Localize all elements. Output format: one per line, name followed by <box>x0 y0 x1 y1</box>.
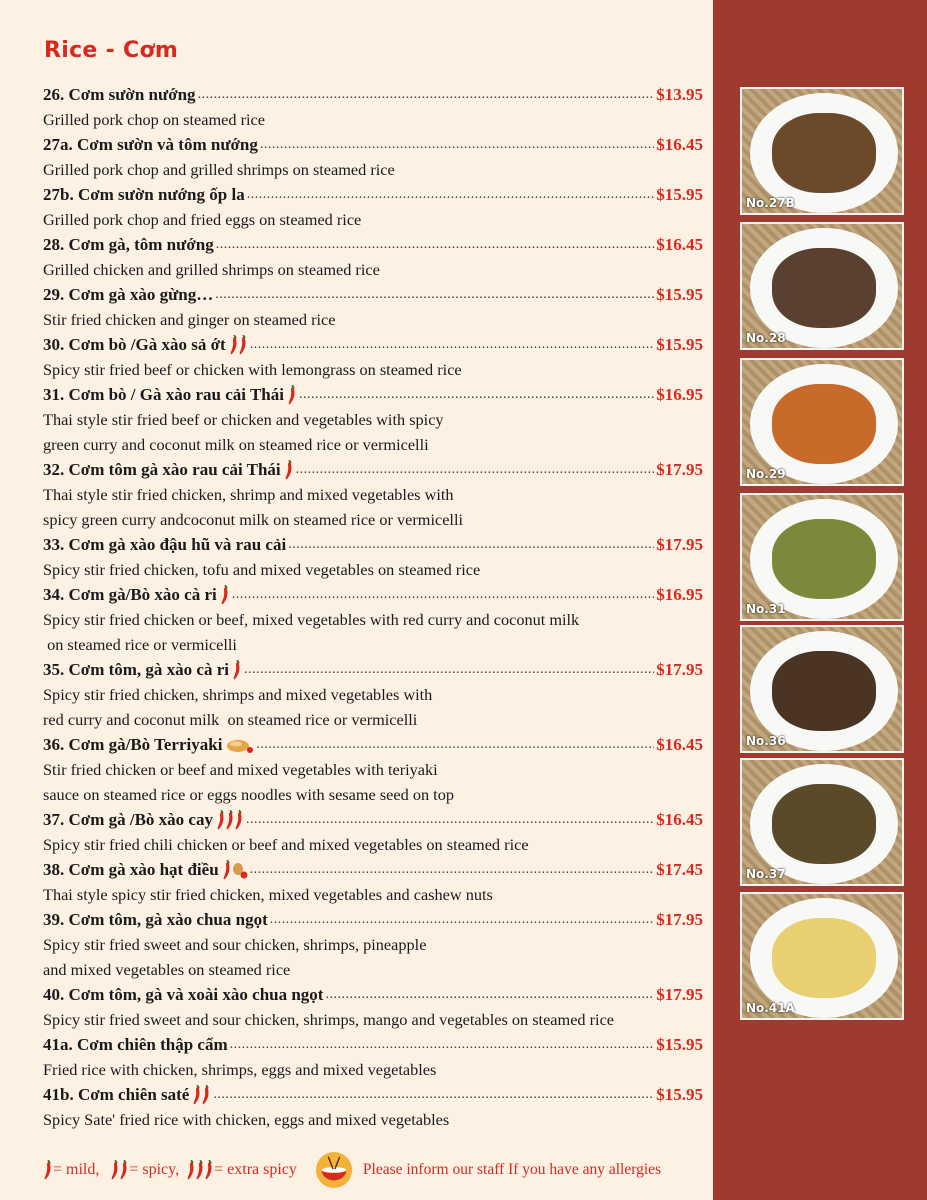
dot-leader <box>246 807 654 832</box>
menu-item-description: spicy green curry andcoconut milk on steamed rice or vermicelli <box>43 510 463 529</box>
menu-item-name: 31. Cơm bò / Gà xào rau cải Thái <box>43 384 284 404</box>
menu-item-line <box>43 332 703 357</box>
menu-item-price: $16.45 <box>656 134 703 154</box>
menu-item-description: Spicy stir fried chicken, shrimps and mixed vegetables with <box>43 685 433 704</box>
menu-item-name: 27b. Cơm sườn nướng ốp la <box>43 184 245 204</box>
menu-item-icons <box>285 460 294 480</box>
dish-food <box>772 784 876 864</box>
menu-item-line <box>43 982 703 1007</box>
menu-item <box>43 382 703 457</box>
chili-icon <box>217 810 225 830</box>
dish-photo-caption: No.31 <box>746 602 786 616</box>
chili-icon <box>193 1085 201 1105</box>
menu-item-price: $15.95 <box>656 1034 703 1054</box>
menu-item-line <box>43 732 703 757</box>
menu-item-description: Grilled chicken and grilled shrimps on steamed rice <box>43 260 380 279</box>
menu-item-description: Spicy stir fried sweet and sour chicken, shrimps, mango and vegetables on steamed rice <box>43 1010 615 1029</box>
dot-leader <box>270 907 655 932</box>
menu-item-name: 41a. Cơm chiên thập cẩm <box>43 1034 228 1054</box>
spice-legend <box>40 1155 710 1185</box>
menu-item-line <box>43 1032 703 1057</box>
menu-item-price: $15.95 <box>656 184 703 204</box>
legend-extra-spicy-label: = extra spicy <box>214 1161 297 1178</box>
chili-icon <box>230 335 238 355</box>
dish-photo-caption: No.41A <box>746 1001 795 1015</box>
menu-item <box>43 132 703 182</box>
menu-item <box>43 1082 703 1132</box>
chili-icon <box>223 860 231 880</box>
menu-item-price: $16.95 <box>656 384 703 404</box>
menu-item-description: Grilled pork chop and fried eggs on steamed rice <box>43 210 362 229</box>
menu-item-line <box>43 657 703 682</box>
menu-item-name: 40. Cơm tôm, gà và xoài xào chua ngọt <box>43 984 324 1004</box>
menu-item-description: Spicy stir fried sweet and sour chicken, shrimps, pineapple <box>43 935 427 954</box>
menu-item-price: $15.95 <box>656 284 703 304</box>
dish-photo <box>740 222 904 350</box>
menu-item-icons <box>217 810 244 830</box>
dish-photo <box>740 625 904 753</box>
dot-leader <box>296 457 655 482</box>
menu-item-description: Spicy stir fried chicken, tofu and mixed vegetables on steamed rice <box>43 560 481 579</box>
dish-photo-caption: No.29 <box>746 467 786 481</box>
dot-leader <box>250 332 655 357</box>
menu-item-line <box>43 382 703 407</box>
dish-photo-caption: No.27B <box>746 196 795 210</box>
chili-icon <box>187 1160 214 1180</box>
menu-item <box>43 657 703 732</box>
menu-item-price: $16.45 <box>656 734 703 754</box>
dish-photo <box>740 87 904 215</box>
menu-item-name: 36. Cơm gà/Bò Terriyaki <box>43 734 223 754</box>
menu-item-description: Spicy stir fried chicken or beef, mixed vegetables with red curry and coconut milk <box>43 610 580 629</box>
menu-item-name: 41b. Cơm chiên saté <box>43 1084 190 1104</box>
menu-item-price: $17.95 <box>656 909 703 929</box>
menu-item-icons <box>233 660 242 680</box>
chili-icon <box>120 1160 128 1180</box>
dot-leader <box>198 82 655 107</box>
menu-item-description: red curry and coconut milk on steamed rice or vermicelli <box>43 710 418 729</box>
chili-icon <box>187 1160 195 1180</box>
chili-icon <box>285 460 293 480</box>
menu-item-list <box>43 82 703 1132</box>
section-title: Rice - Cơm <box>44 38 179 63</box>
menu-item-description: on steamed rice or vermicelli <box>43 635 237 654</box>
dish-photo <box>740 493 904 621</box>
menu-item-description: sauce on steamed rice or eggs noodles with sesame seed on top <box>43 785 454 804</box>
menu-item <box>43 582 703 657</box>
menu-item-price: $17.95 <box>656 659 703 679</box>
menu-item <box>43 457 703 532</box>
dot-leader <box>250 857 655 882</box>
dish-photo <box>740 758 904 886</box>
chili-icon <box>111 1160 129 1180</box>
menu-item-price: $17.45 <box>656 859 703 879</box>
menu-item-line <box>43 582 703 607</box>
dish-photo-caption: No.28 <box>746 331 786 345</box>
chili-icon <box>226 810 234 830</box>
menu-item-icons <box>193 1085 211 1105</box>
menu-item-description: Fried rice with chicken, shrimps, eggs and mixed vegetables <box>43 1060 437 1079</box>
menu-item-price: $16.45 <box>656 809 703 829</box>
menu-item-description: Thai style stir fried chicken, shrimp and mixed vegetables with <box>43 485 454 504</box>
dish-photo <box>740 358 904 486</box>
dish-photo <box>740 892 904 1020</box>
menu-item-name: 26. Cơm sườn nướng <box>43 84 196 104</box>
chili-icon <box>205 1160 213 1180</box>
menu-item <box>43 232 703 282</box>
menu-item-name: 32. Cơm tôm gà xào rau cải Thái <box>43 459 281 479</box>
menu-item-line <box>43 457 703 482</box>
menu-item-name: 29. Cơm gà xào gừng… <box>43 284 214 304</box>
menu-item-line <box>43 182 703 207</box>
menu-item-name: 37. Cơm gà /Bò xào cay <box>43 809 213 829</box>
menu-item-line <box>43 532 703 557</box>
allergy-notice: Please inform our staff If you have any allergies <box>362 1161 662 1178</box>
menu-item-description: Spicy Sate' fried rice with chicken, eggs and mixed vegetables <box>43 1110 450 1129</box>
menu-item-line <box>43 807 703 832</box>
legend-mild-label: = mild, <box>53 1161 100 1178</box>
chili-icon <box>202 1085 210 1105</box>
chili-icon <box>221 585 229 605</box>
menu-item-price: $16.95 <box>656 584 703 604</box>
menu-item-name: 35. Cơm tôm, gà xào cà ri <box>43 659 229 679</box>
chili-icon <box>239 335 247 355</box>
menu-item-description: green curry and coconut milk on steamed rice or vermicelli <box>43 435 429 454</box>
menu-item-price: $17.95 <box>656 984 703 1004</box>
menu-item-price: $15.95 <box>656 1084 703 1104</box>
menu-item-price: $17.95 <box>656 534 703 554</box>
teriyaki-icon <box>226 736 254 754</box>
menu-item-price: $15.95 <box>656 334 703 354</box>
dot-leader <box>325 982 654 1007</box>
chili-icon <box>288 385 296 405</box>
dot-leader <box>288 532 654 557</box>
dot-leader <box>213 1082 654 1107</box>
menu-item-name: 39. Cơm tôm, gà xào chua ngọt <box>43 909 268 929</box>
menu-item <box>43 982 703 1032</box>
menu-item-description: Spicy stir fried chili chicken or beef and mixed vegetables on steamed rice <box>43 835 529 854</box>
menu-item-name: 27a. Cơm sườn và tôm nướng <box>43 134 258 154</box>
menu-item-description: Stir fried chicken and ginger on steamed rice <box>43 310 336 329</box>
dish-food <box>772 519 876 599</box>
menu-item <box>43 532 703 582</box>
menu-item-description: Stir fried chicken or beef and mixed vegetables with teriyaki <box>43 760 438 779</box>
menu-item-icons <box>223 860 248 880</box>
menu-item-icons <box>226 736 254 754</box>
menu-item-line <box>43 1082 703 1107</box>
dot-leader <box>216 232 655 257</box>
menu-item-description: Thai style stir fried beef or chicken and vegetables with spicy <box>43 410 444 429</box>
menu-item-name: 28. Cơm gà, tôm nướng <box>43 234 214 254</box>
menu-item <box>43 857 703 907</box>
menu-item-line <box>43 232 703 257</box>
dish-food <box>772 384 876 464</box>
menu-item <box>43 332 703 382</box>
chili-icon <box>233 660 241 680</box>
menu-item-description: Thai style spicy stir fried chicken, mixed vegetables and cashew nuts <box>43 885 493 904</box>
menu-item-price: $13.95 <box>656 84 703 104</box>
dish-photo-caption: No.36 <box>746 734 786 748</box>
menu-item-line <box>43 132 703 157</box>
dot-leader <box>215 282 654 307</box>
menu-item-icons <box>221 585 230 605</box>
menu-item-line <box>43 907 703 932</box>
menu-item-line <box>43 82 703 107</box>
menu-item-price: $17.95 <box>656 459 703 479</box>
menu-item-description: Spicy stir fried beef or chicken with lemongrass on steamed rice <box>43 360 462 379</box>
legend-extra-spicy <box>183 1160 297 1180</box>
menu-item <box>43 182 703 232</box>
dish-food <box>772 248 876 328</box>
chili-icon <box>235 810 243 830</box>
menu-item <box>43 82 703 132</box>
dot-leader <box>256 732 654 757</box>
menu-item-name: 34. Cơm gà/Bò xào cà ri <box>43 584 217 604</box>
dish-food <box>772 651 876 731</box>
legend-spicy-label: = spicy, <box>129 1161 180 1178</box>
menu-item <box>43 1032 703 1082</box>
dish-photo-caption: No.37 <box>746 867 786 881</box>
chili-icon <box>44 1160 53 1180</box>
menu-item <box>43 282 703 332</box>
menu-item-description: Grilled pork chop and grilled shrimps on steamed rice <box>43 160 395 179</box>
menu-item-name: 38. Cơm gà xào hạt điều <box>43 859 219 879</box>
menu-item <box>43 907 703 982</box>
legend-mild <box>40 1160 99 1180</box>
menu-item-line <box>43 857 703 882</box>
menu-item-price: $16.45 <box>656 234 703 254</box>
menu-item-icons <box>288 385 297 405</box>
dot-leader <box>247 182 655 207</box>
peanut-icon <box>232 861 248 879</box>
dish-food <box>772 113 876 193</box>
menu-item-description: Grilled pork chop on steamed rice <box>43 110 265 129</box>
dot-leader <box>232 582 655 607</box>
dot-leader <box>230 1032 655 1057</box>
menu-item-line <box>43 282 703 307</box>
chili-icon <box>196 1160 204 1180</box>
menu-item <box>43 807 703 857</box>
dot-leader <box>299 382 654 407</box>
menu-item <box>43 732 703 807</box>
rice-bowl-icon <box>315 1151 353 1189</box>
dot-leader <box>244 657 654 682</box>
menu-item-icons <box>230 335 248 355</box>
chili-icon <box>44 1160 52 1180</box>
dot-leader <box>260 132 654 157</box>
legend-spicy <box>107 1160 179 1180</box>
menu-item-name: 33. Cơm gà xào đậu hũ và rau cải <box>43 534 287 554</box>
chili-icon <box>111 1160 119 1180</box>
menu-item-name: 30. Cơm bò /Gà xào sả ớt <box>43 334 226 354</box>
menu-item-description: and mixed vegetables on steamed rice <box>43 960 291 979</box>
dish-food <box>772 918 876 998</box>
